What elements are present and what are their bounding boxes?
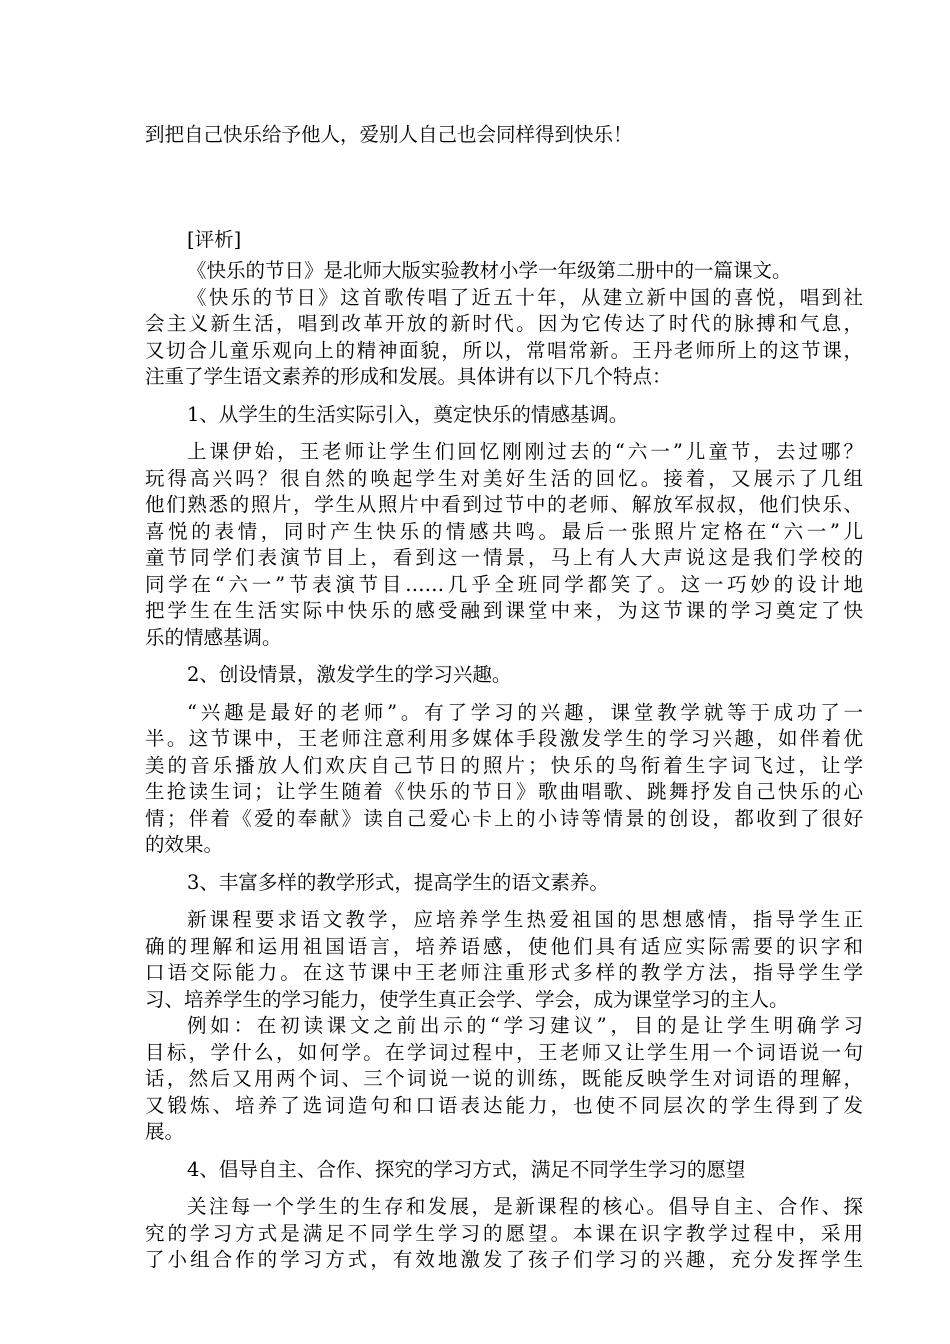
- text-line: 了小组合作的学习方式，有效地激发了孩子们学习的兴趣，充分发挥学生: [145, 1248, 863, 1271]
- text-line: 关注每一个学生的生存和发展，是新课程的核心。倡导自主、合作、探: [187, 1195, 863, 1218]
- paragraph-point-2: [145, 700, 863, 859]
- subheading-1: 1、从学生的生活实际引入，奠定快乐的情感基调。: [187, 402, 629, 426]
- text-line: 喜悦的表情，同时产生快乐的情感共鸣。最后一张照片定格在“六一”儿: [145, 519, 863, 543]
- document-page: [145, 122, 863, 1274]
- text-line: 把学生在生活实际中快乐的感受融到课堂中来，为这节课的学习奠定了快: [145, 599, 863, 622]
- text-line: 注重了学生语文素养的形成和发展。具体讲有以下几个特点：: [145, 365, 672, 388]
- paragraph-intro: [145, 258, 863, 285]
- text-line: 《快乐的节日》这首歌传唱了近五十年，从建立新中国的喜悦，唱到社: [187, 285, 863, 309]
- text-line: 半。这节课中，王老师注意利用多媒体手段激发学生的学习兴趣，如伴着优: [145, 727, 863, 750]
- text-line: 又锻炼、培养了选词造句和口语表达能力，也使不同层次的学生得到了发: [145, 1093, 863, 1117]
- text-line: 他们熟悉的照片，学生从照片中看到过节中的老师、解放军叔叔，他们快乐、: [145, 493, 863, 516]
- text-line: 乐的情感基调。: [145, 625, 282, 649]
- text-line: “兴趣是最好的老师”。有了学习的兴趣，课堂教学就等于成功了一: [187, 700, 863, 724]
- text-line: 美的音乐播放人们欢庆自己节日的照片；快乐的鸟衔着生字词飞过，让学: [145, 753, 863, 777]
- text-line: 《快乐的节日》是北师大版实验教材小学一年级第二册中的一篇课文。: [187, 259, 792, 282]
- subheading-3: 3、丰富多样的教学形式，提高学生的语文素养。: [187, 870, 609, 894]
- text-line: 究的学习方式是满足不同学生学习的愿望。本课在识字教学过程中，采用: [145, 1221, 863, 1245]
- text-line: 目标，学什么，如何学。在学词过程中，王老师又让学生用一个词语说一句: [145, 1040, 863, 1064]
- paragraph-point-1: [145, 439, 863, 651]
- text-line: 到把自己快乐给予他人，爱别人自己也会同样得到快乐！: [145, 123, 633, 146]
- text-line: 上课伊始，王老师让学生们回忆刚刚过去的“六一”儿童节，去过哪？: [187, 440, 863, 463]
- text-line: 例如：在初读课文之前出示的“学习建议”，目的是让学生明确学习: [187, 1014, 863, 1037]
- text-line: 同学在“六一”节表演节目……几乎全班同学都笑了。这一巧妙的设计地: [145, 572, 863, 596]
- text-line: 新课程要求语文教学，应培养学生热爱祖国的思想感情，指导学生正: [187, 908, 863, 931]
- text-line: 情；伴着《爱的奉献》读自己爱心卡上的小诗等情景的创设，都收到了很好: [145, 806, 863, 830]
- text-line: 习、培养学生的学习能力，使学生真正会学、学会，成为课堂学习的主人。: [145, 987, 789, 1011]
- paragraph-point-4: [145, 1194, 863, 1274]
- subheading-4: 4、倡导自主、合作、探究的学习方式，满足不同学生学习的愿望: [187, 1157, 746, 1181]
- text-line: 确的理解和运用祖国语言，培养语感，使他们具有适应实际需要的识字和: [145, 934, 863, 958]
- subheading-2: 2、创设情景，激发学生的学习兴趣。: [187, 663, 512, 686]
- paragraph-song-history: [145, 285, 863, 391]
- text-line: 展。: [145, 1120, 185, 1143]
- paragraph-point-3: [145, 907, 863, 1013]
- text-line: 童节同学们表演节目上，看到这一情景，马上有人大声说这是我们学校的: [145, 546, 863, 569]
- text-line: 玩得高兴吗？很自然的唤起学生对美好生活的回忆。接着，又展示了几组: [145, 466, 863, 490]
- text-line: 生抢读生词；让学生随着《快乐的节日》歌曲唱歌、跳舞抒发自己快乐的心: [145, 780, 863, 803]
- text-line: 又切合儿童乐观向上的精神面貌，所以，常唱常新。王丹老师所上的这节课，: [145, 338, 863, 362]
- text-line: 会主义新生活，唱到改革开放的新时代。因为它传达了时代的脉搏和气息，: [145, 312, 863, 335]
- text-line: 话，然后又用两个词、三个词说一说的训练，既能反映学生对词语的理解，: [145, 1067, 863, 1090]
- text-line: 口语交际能力。在这节课中王老师注重形式多样的教学方法，指导学生学: [145, 961, 863, 984]
- section-heading-analysis: [评析]: [187, 227, 242, 251]
- paragraph-example: [145, 1013, 863, 1146]
- text-line: 的效果。: [145, 833, 224, 856]
- paragraph-closing: [145, 122, 863, 149]
